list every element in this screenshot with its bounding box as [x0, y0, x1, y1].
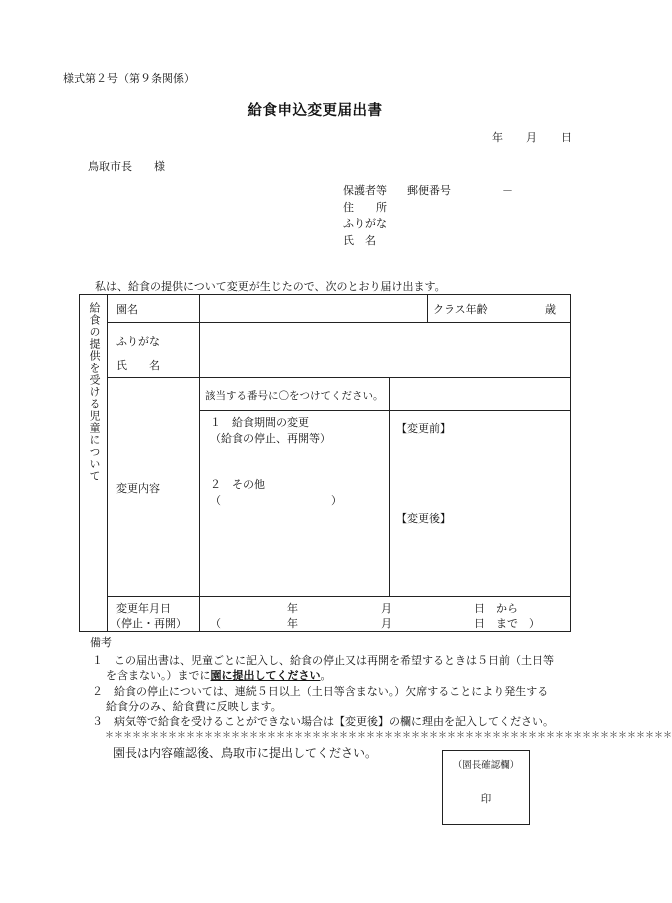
school-name-label: 園名 — [116, 303, 138, 316]
date-day-label: 日 — [561, 131, 572, 144]
change-date-label: 変更年月日 — [116, 602, 171, 615]
col-divider-label — [199, 294, 200, 632]
side-label: 給食の提供を受ける児童について — [88, 302, 101, 482]
table-side-divider — [107, 294, 108, 632]
postal-code-label: 郵便番号 — [407, 184, 451, 197]
before-change-label: 【変更前】 — [396, 422, 451, 435]
to-month-label: 月 — [381, 617, 392, 630]
guardian-label: 保護者等 — [343, 184, 387, 197]
table-border-bottom — [79, 631, 571, 632]
note-1-underlined: 園に提出してください — [210, 669, 321, 682]
form-number: 様式第２号（第９条関係） — [63, 72, 195, 85]
after-change-label: 【変更後】 — [396, 512, 451, 525]
option-2-close-paren: ） — [331, 494, 342, 507]
child-furigana-label: ふりがな — [116, 335, 160, 348]
age-unit: 歳 — [545, 303, 556, 316]
addressee: 鳥取市長 様 — [88, 160, 165, 173]
note-2-line-2: 給食分のみ、給食費に反映します。 — [106, 700, 282, 713]
row-divider-2 — [107, 377, 571, 378]
note-1-line-2 — [106, 667, 332, 683]
from-month-label: 月 — [381, 602, 392, 615]
separator-stars: ＊＊＊＊＊＊＊＊＊＊＊＊＊＊＊＊＊＊＊＊＊＊＊＊＊＊＊＊＊＊＊＊＊＊＊＊＊＊＊＊＊＊＊＊＊＊＊＊＊＊＊＊＊＊＊＊＊＊＊＊＊＊＊ — [105, 731, 672, 741]
applicant-name-label: 氏 名 — [343, 234, 376, 247]
note-3: ３ 病気等で給食を受けることができない場合は【変更後】の欄に理由を記入してください。 — [92, 715, 554, 728]
child-name-label: 氏 名 — [116, 359, 160, 372]
col-divider-change — [389, 377, 390, 597]
from-year-label: 年 — [287, 602, 298, 615]
intro-statement: 私は、給食の提供について変更が生じたので、次のとおり届け出ます。 — [95, 280, 446, 293]
note-1-post: 。 — [320, 669, 332, 682]
date-year-label: 年 — [492, 131, 503, 144]
table-border-top — [79, 294, 571, 295]
row-divider-4 — [107, 596, 571, 597]
instruction-text: 該当する番号に〇をつけてください。 — [205, 390, 384, 402]
page-title: 給食申込変更届出書 — [247, 102, 383, 119]
table-border-left — [79, 294, 80, 632]
date-month-label: 月 — [526, 131, 537, 144]
postal-code-dash: － — [502, 184, 513, 197]
from-suffix: から — [496, 602, 518, 615]
note-2-line-1: ２ 給食の停止については、連続５日以上（土日等含まない。）欠席することにより発生する — [92, 685, 549, 698]
seal-mark: 印 — [480, 793, 492, 805]
to-day-label: 日 — [474, 617, 485, 630]
note-1-pre: を含まない。）までに — [106, 669, 211, 682]
to-year-label: 年 — [287, 617, 298, 630]
row-divider-3 — [199, 410, 571, 411]
change-content-label: 変更内容 — [116, 482, 160, 495]
col-divider-class — [427, 294, 428, 323]
option-1-title: １ 給食期間の変更 — [210, 416, 309, 429]
address-label: 住 所 — [343, 201, 387, 214]
submit-note: 園長は内容確認後、鳥取市に提出してください。 — [113, 746, 378, 760]
option-2-open-paren: （ — [210, 494, 221, 507]
notes-heading: 備考 — [90, 636, 112, 649]
from-day-label: 日 — [474, 602, 485, 615]
change-date-sub: （停止・再開） — [110, 617, 187, 630]
class-age-label: クラス年齢 — [433, 303, 488, 316]
to-suffix: まで ） — [496, 617, 540, 630]
principal-confirmation-label: （園長確認欄） — [452, 760, 520, 771]
applicant-furigana-label: ふりがな — [343, 217, 387, 230]
option-1-detail: （給食の停止、再開等） — [210, 432, 331, 445]
option-2-title: ２ その他 — [210, 478, 265, 491]
note-1-line-1: １ この届出書は、児童ごとに記入し、給食の停止又は再開を希望するときは５日前（土日等 — [92, 654, 554, 667]
row-divider-1 — [107, 322, 571, 323]
to-open-paren: （ — [210, 617, 221, 630]
table-border-right — [570, 294, 571, 632]
